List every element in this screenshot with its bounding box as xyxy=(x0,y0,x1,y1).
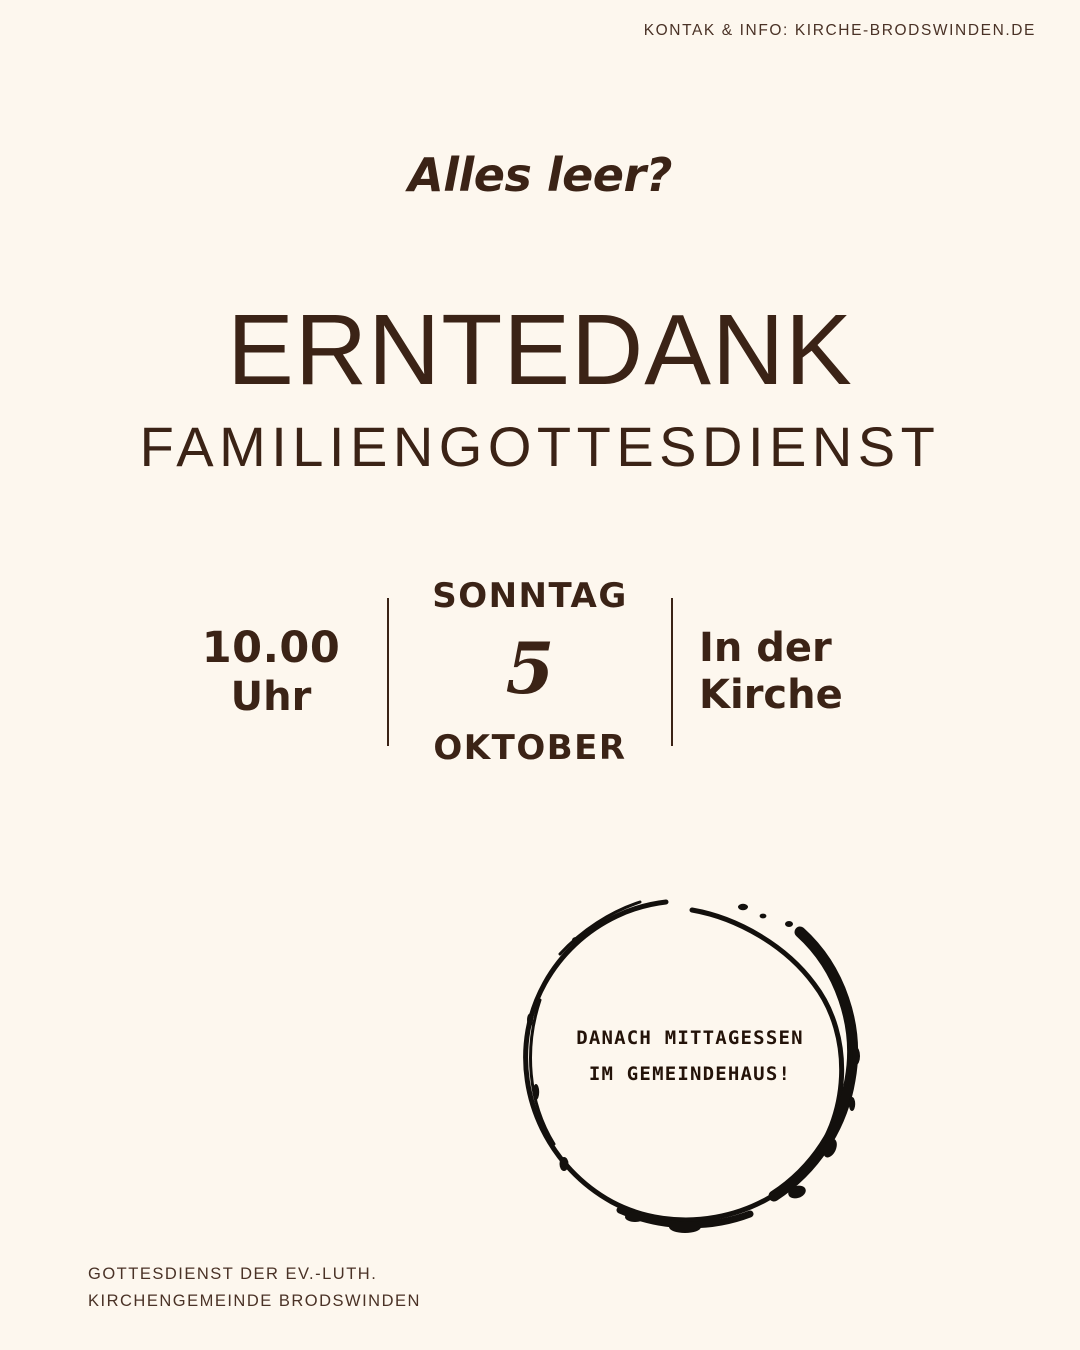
detail-place xyxy=(673,572,925,772)
kicker-text: Alles leer? xyxy=(408,148,672,202)
time-value: 10.00 xyxy=(201,623,341,674)
date-weekday: SONNTAG xyxy=(432,576,628,616)
stamp-line-1: DANACH MITTAGESSEN xyxy=(576,1027,804,1049)
footer-credit xyxy=(88,1261,421,1314)
page-title: ERNTEDANK xyxy=(227,294,853,406)
page-subtitle: FAMILIENGOTTESDIENST xyxy=(139,415,941,478)
stamp-text xyxy=(500,1020,880,1092)
time-unit: Uhr xyxy=(230,673,312,720)
place-line-1: In der xyxy=(699,624,832,671)
place-line-2: Kirche xyxy=(699,672,843,718)
contact-info: KONTAK & INFO: KIRCHE-BRODSWINDEN.DE xyxy=(643,22,1036,39)
detail-date xyxy=(389,572,671,772)
event-details xyxy=(0,572,1080,772)
footer-line-1: GOTTESDIENST DER EV.-LUTH. xyxy=(88,1265,378,1284)
stamp-line-2: IM GEMEINDEHAUS! xyxy=(588,1063,792,1086)
footer-line-2: KIRCHENGEMEINDE BRODSWINDEN xyxy=(88,1291,421,1310)
coffee-ring-stamp xyxy=(500,880,880,1250)
date-daynumber: 5 xyxy=(505,627,555,710)
date-month: OKTOBER xyxy=(433,728,627,768)
detail-time xyxy=(155,572,387,772)
